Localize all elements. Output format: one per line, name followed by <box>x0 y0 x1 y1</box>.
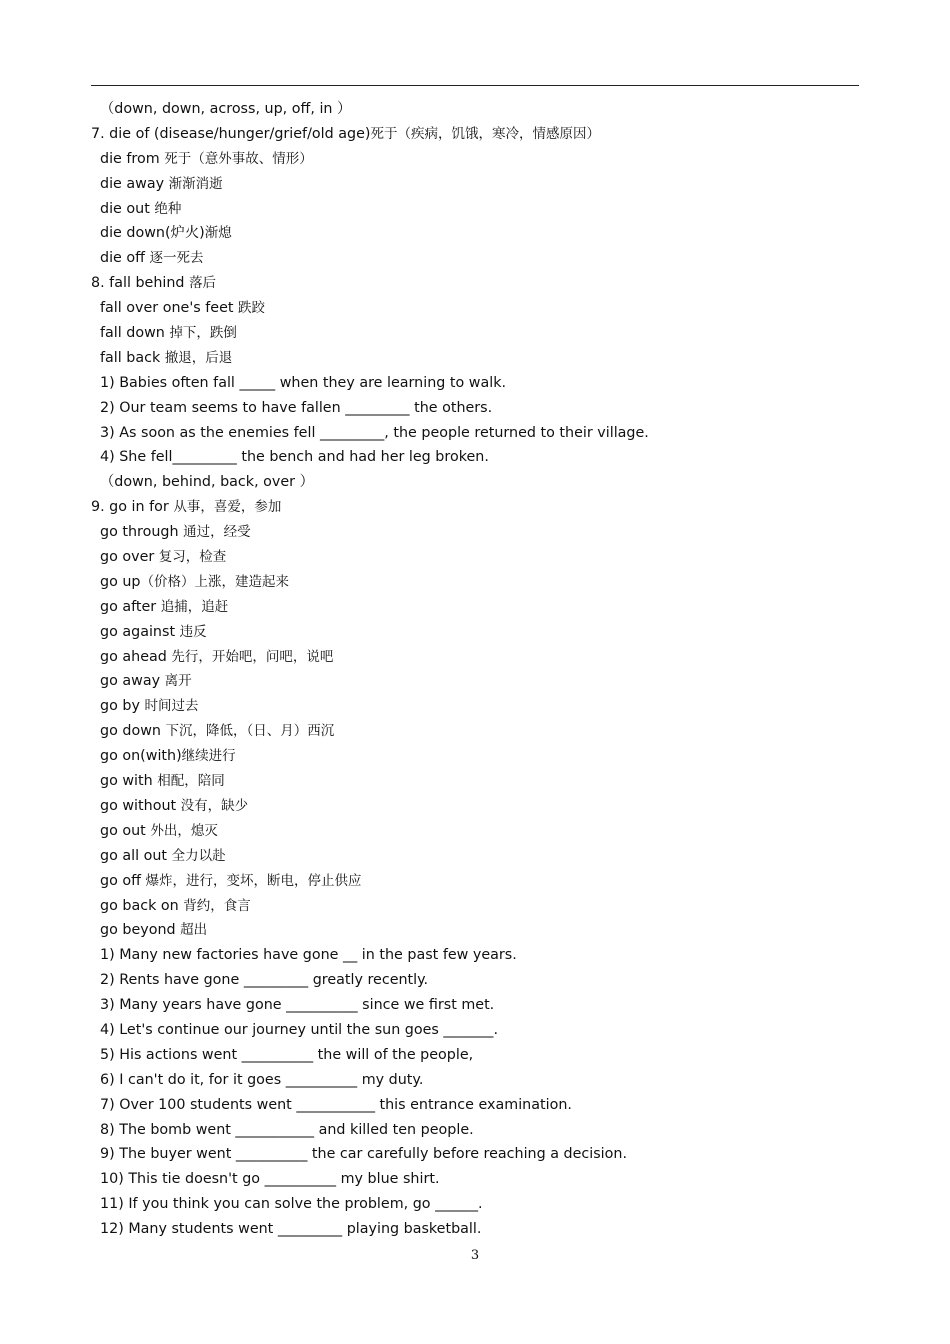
text-line <box>91 271 871 296</box>
text-line <box>91 122 871 147</box>
line-chinese-gloss: 渐渐消逝 <box>168 175 223 192</box>
line-chinese-gloss: 没有，缺少 <box>180 797 249 814</box>
line-english-text: go by <box>100 698 145 715</box>
line-english-text: 5) His actions went __________ the will of the people, <box>100 1046 474 1063</box>
text-line <box>91 346 871 371</box>
text-line <box>91 1217 871 1242</box>
line-english-text: 10) This tie doesn't go __________ my blue shirt. <box>100 1171 440 1188</box>
text-line <box>91 147 871 172</box>
line-english-text: 6) I can't do it, for it goes __________ my duty. <box>100 1071 424 1088</box>
line-chinese-gloss: 超出 <box>180 922 208 939</box>
line-chinese-gloss: 死于（疾病，饥饿，寒冷，情感原因） <box>370 125 600 142</box>
text-line <box>91 1118 871 1143</box>
text-line <box>91 445 871 470</box>
line-english-text: 9) The buyer went __________ the car carefully before reaching a decision. <box>100 1146 628 1163</box>
text-line <box>91 1192 871 1217</box>
line-english-text: 8) The bomb went ___________ and killed ten people. <box>100 1121 474 1138</box>
line-english-text: 12) Many students went _________ playing basketball. <box>100 1221 482 1238</box>
page-number: 3 <box>470 1248 480 1263</box>
line-english-text: 9. go in for <box>91 499 174 516</box>
line-english-text: die away <box>100 175 169 192</box>
text-line <box>91 296 871 321</box>
line-english-text: go down <box>100 723 166 740</box>
line-english-text: 4) Let's continue our journey until the sun goes _______. <box>100 1021 499 1038</box>
text-line <box>91 470 871 495</box>
line-chinese-gloss: 外出，熄灭 <box>150 822 218 839</box>
line-chinese-gloss: 渐熄 <box>204 225 232 242</box>
line-chinese-gloss: 下沉，降低，（日、月）西沉 <box>165 723 335 740</box>
text-line <box>91 620 871 645</box>
line-chinese-gloss: 相配，陪同 <box>157 773 225 790</box>
line-chinese-gloss: 从事，喜爱，参加 <box>173 499 282 516</box>
line-english-text: fall over one's feet <box>100 300 239 317</box>
line-english-text: 7. die of (disease/hunger/grief/old age) <box>91 125 371 142</box>
line-english-text: go after <box>100 598 161 615</box>
text-line <box>91 794 871 819</box>
text-line <box>91 869 871 894</box>
text-line <box>91 719 871 744</box>
line-english-text: 8. fall behind <box>91 275 190 292</box>
line-english-text: 2) Rents have gone _________ greatly recently. <box>100 972 429 989</box>
line-english-text: go away <box>100 673 165 690</box>
text-line <box>91 819 871 844</box>
text-line <box>91 968 871 993</box>
text-line <box>91 172 871 197</box>
line-english-text: go without <box>100 797 181 814</box>
text-line <box>91 97 871 122</box>
line-english-text: die down(炉火) <box>100 225 205 242</box>
line-english-text: fall back <box>100 349 165 366</box>
text-line <box>91 197 871 222</box>
line-chinese-gloss: 跌跤 <box>238 300 266 317</box>
text-line <box>91 894 871 919</box>
line-chinese-gloss: 时间过去 <box>144 698 199 715</box>
text-line <box>91 495 871 520</box>
line-english-text: 7) Over 100 students went ___________ this entrance examination. <box>100 1096 572 1113</box>
line-chinese-gloss: 落后 <box>189 275 217 292</box>
line-english-text: go with <box>100 773 158 790</box>
line-english-text: go off <box>100 872 146 889</box>
line-chinese-gloss: （价格）上涨，建造起来 <box>140 573 290 590</box>
text-line <box>91 1043 871 1068</box>
line-english-text: fall down <box>100 325 170 342</box>
line-english-text: （down, behind, back, over ） <box>100 474 314 491</box>
text-line <box>91 669 871 694</box>
line-english-text: go ahead <box>100 648 172 665</box>
text-line <box>91 943 871 968</box>
text-line <box>91 844 871 869</box>
line-chinese-gloss: 掉下，跌倒 <box>169 325 237 342</box>
text-line <box>91 221 871 246</box>
text-line <box>91 744 871 769</box>
text-line <box>91 421 871 446</box>
line-chinese-gloss: 通过，经受 <box>183 524 251 541</box>
line-chinese-gloss: 死于（意外事故、情形） <box>164 150 313 167</box>
line-english-text: die from <box>100 150 165 167</box>
text-line <box>91 694 871 719</box>
text-line <box>91 321 871 346</box>
line-chinese-gloss: 复习，检查 <box>158 549 227 566</box>
line-chinese-gloss: 背约，食言 <box>183 897 251 914</box>
text-line <box>91 645 871 670</box>
line-chinese-gloss: 离开 <box>164 673 192 690</box>
text-line <box>91 993 871 1018</box>
line-chinese-gloss: 爆炸，进行，变坏，断电，停止供应 <box>145 872 362 889</box>
line-english-text: 2) Our team seems to have fallen _________ the others. <box>100 399 493 416</box>
line-chinese-gloss: 违反 <box>179 623 207 640</box>
line-english-text: 3) Many years have gone __________ since we first met. <box>100 997 495 1014</box>
text-line <box>91 1068 871 1093</box>
line-english-text: 4) She fell_________ the bench and had her leg broken. <box>100 449 489 466</box>
text-line <box>91 246 871 271</box>
line-english-text: die out <box>100 200 155 217</box>
line-chinese-gloss: 先行，开始吧，问吧，说吧 <box>171 648 334 665</box>
line-chinese-gloss: 撤退，后退 <box>164 349 233 366</box>
line-chinese-gloss: 追捕，追赶 <box>160 598 229 615</box>
line-english-text: go out <box>100 822 151 839</box>
text-line <box>91 1167 871 1192</box>
line-english-text: go against <box>100 623 180 640</box>
line-chinese-gloss: 继续进行 <box>181 748 236 765</box>
text-line <box>91 570 871 595</box>
line-chinese-gloss: 全力以赴 <box>171 847 226 864</box>
text-line <box>91 595 871 620</box>
text-line <box>91 545 871 570</box>
line-english-text: go over <box>100 549 159 566</box>
line-english-text: go through <box>100 524 184 541</box>
line-english-text: go up <box>100 573 141 590</box>
text-line <box>91 769 871 794</box>
line-english-text: go on(with) <box>100 748 182 765</box>
line-english-text: 3) As soon as the enemies fell _________, the people returned to their village. <box>100 424 649 441</box>
line-english-text: go beyond <box>100 922 181 939</box>
line-english-text: （down, down, across, up, off, in ） <box>100 101 352 117</box>
line-english-text: 11) If you think you can solve the problem, go ______. <box>100 1196 483 1213</box>
line-english-text: go all out <box>100 847 172 864</box>
text-line <box>91 520 871 545</box>
text-line <box>91 371 871 396</box>
line-english-text: 1) Many new factories have gone __ in the past few years. <box>100 947 517 964</box>
text-line <box>91 918 871 943</box>
header-rule <box>91 85 859 86</box>
text-line <box>91 396 871 421</box>
text-line <box>91 1093 871 1118</box>
text-line <box>91 1018 871 1043</box>
line-chinese-gloss: 逐一死去 <box>149 250 204 267</box>
line-english-text: go back on <box>100 897 184 914</box>
line-chinese-gloss: 绝种 <box>154 200 182 217</box>
text-line <box>91 1142 871 1167</box>
line-english-text: 1) Babies often fall _____ when they are learning to walk. <box>100 374 507 391</box>
line-english-text: die off <box>100 250 150 267</box>
document-body <box>91 97 871 1242</box>
